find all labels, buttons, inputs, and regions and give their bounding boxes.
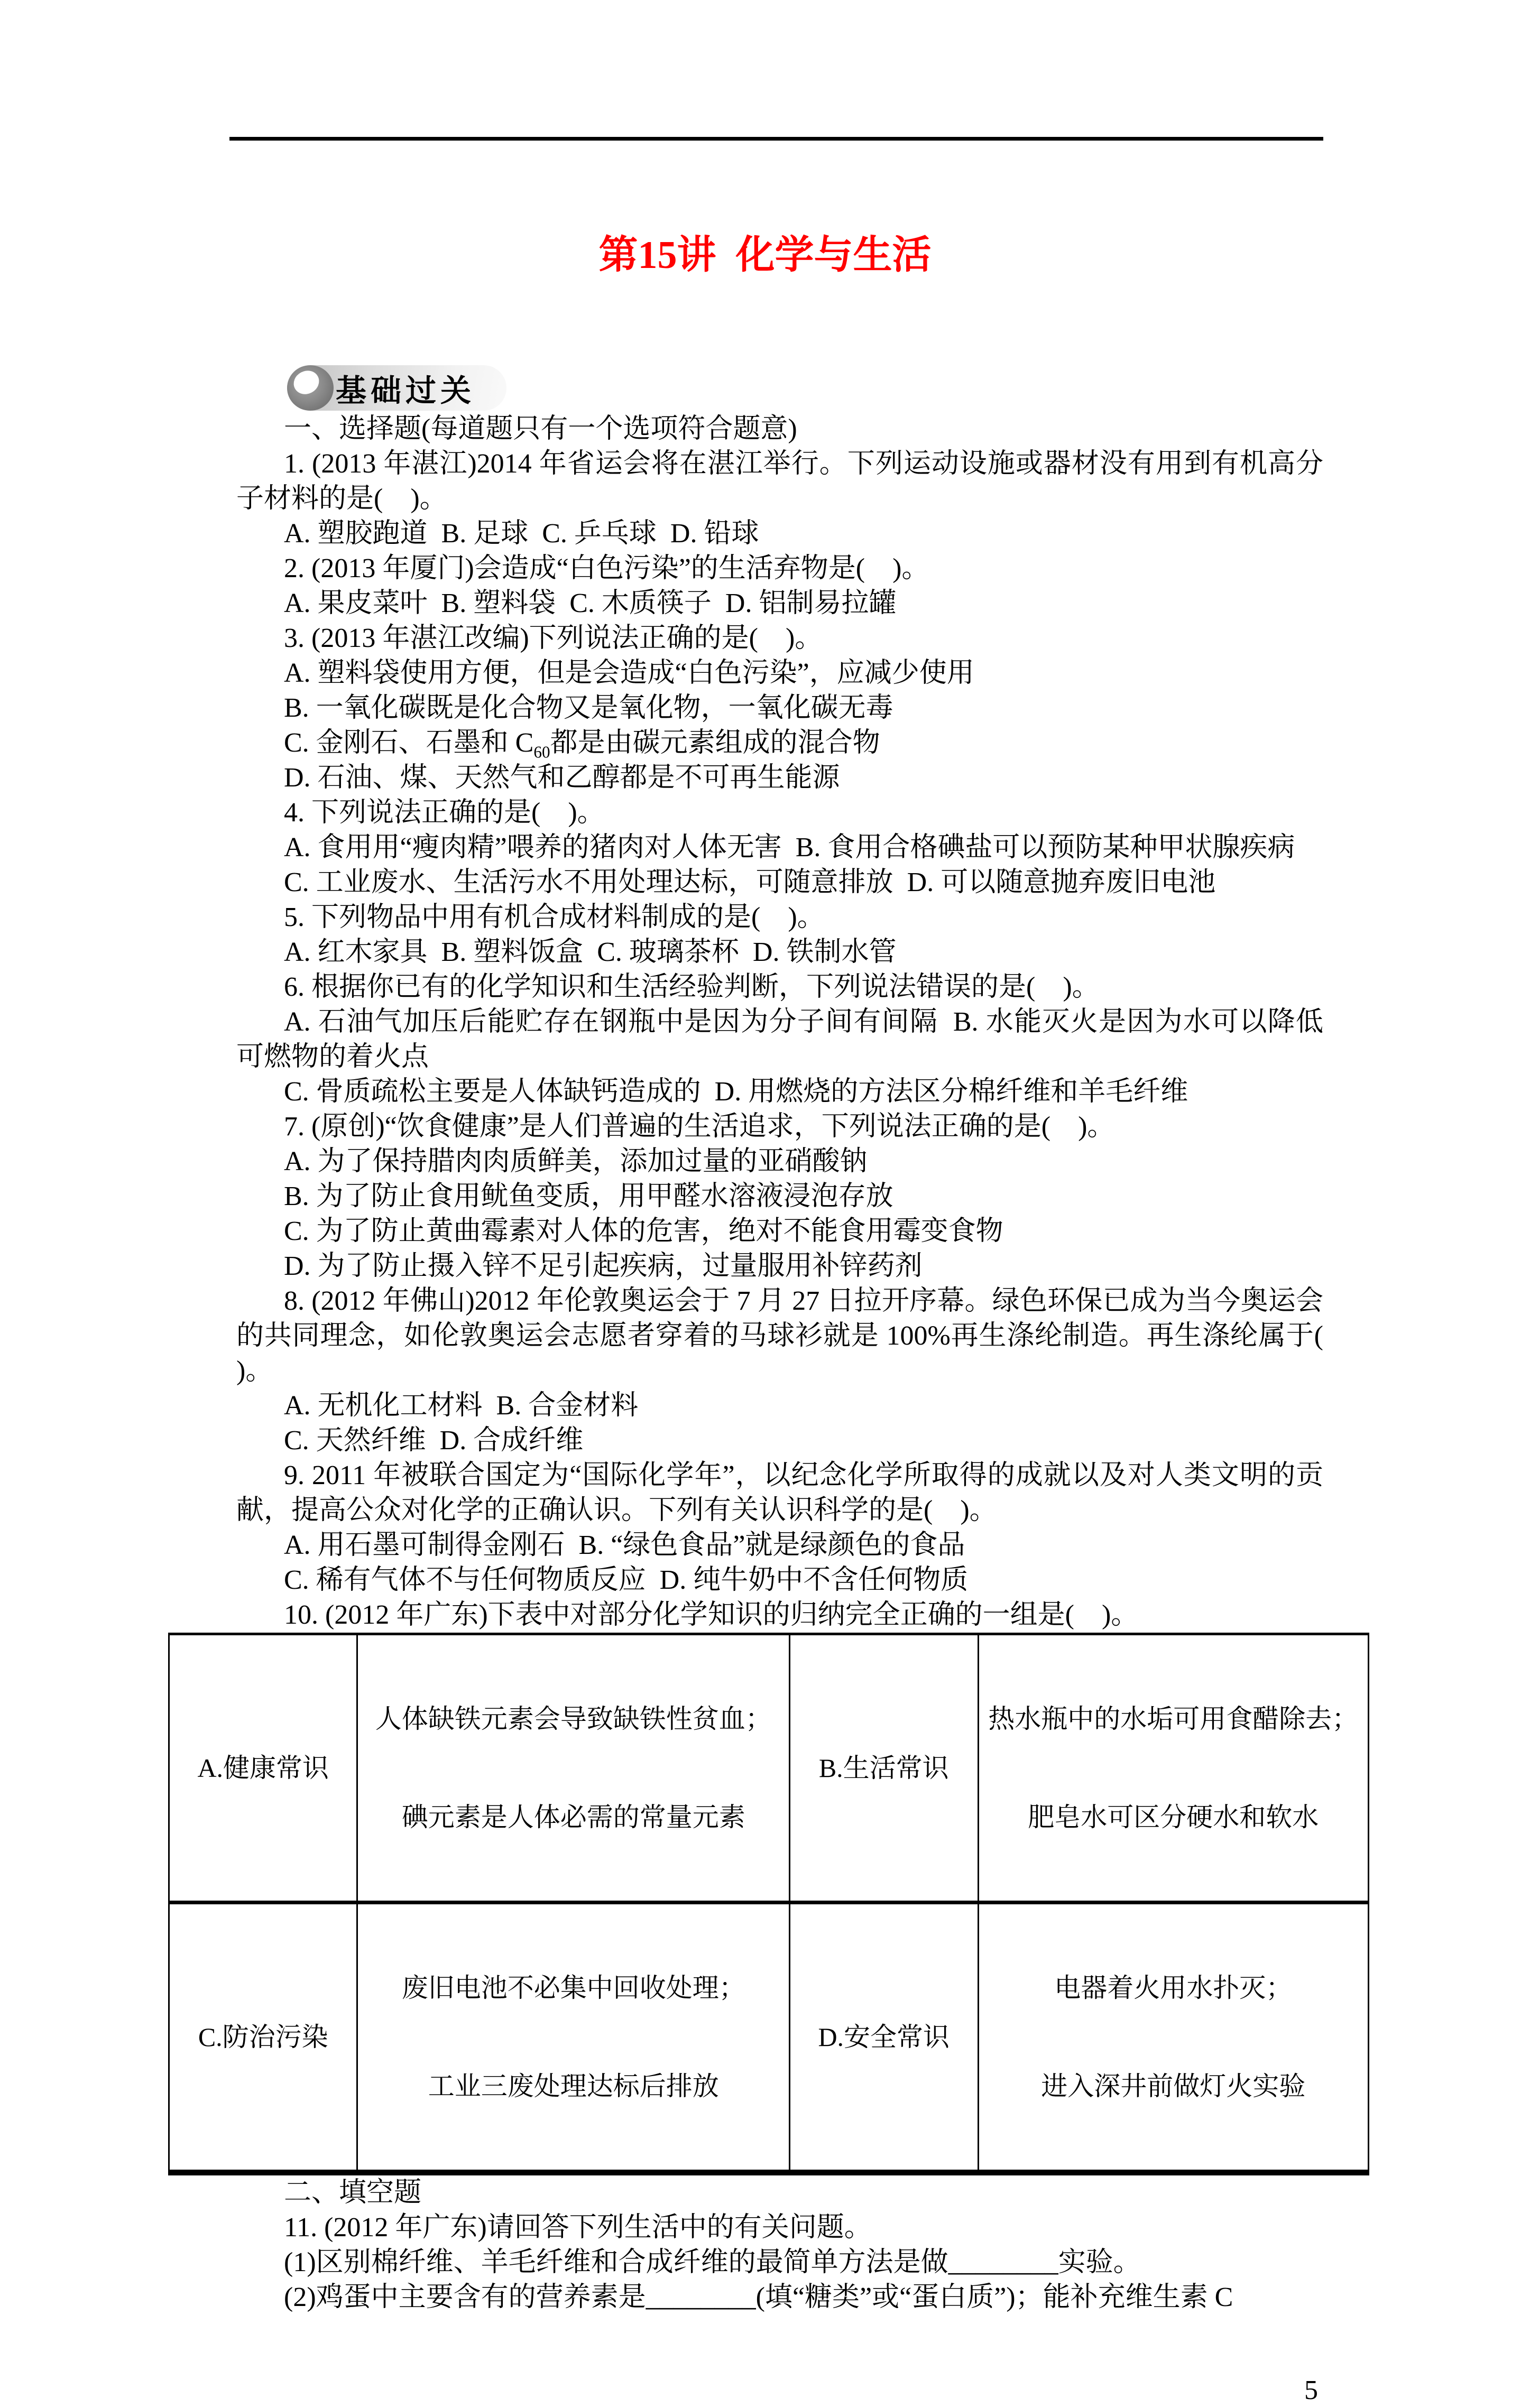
table-cell-option-c: C.防治污染 bbox=[169, 1903, 357, 2173]
text-paragraph: 3. (2013 年湛江改编)下列说法正确的是( )。 bbox=[284, 623, 823, 653]
text-paragraph: 9. 2011 年被联合国定为“国际化学年”，以纪念化学所取得的成就以及对人类文明的贡献，提高公众对化学的正确认识。下列有关认识科学的是( )。 bbox=[236, 1460, 1323, 1525]
table-cell-line: 热水瓶中的水垢可用食醋除去； bbox=[988, 1704, 1359, 1734]
text-paragraph: 7. (原创)“饮食健康”是人们普遍的生活追求，下列说法正确的是( )。 bbox=[284, 1112, 1115, 1142]
table-cell-line: 肥皂水可区分硬水和软水 bbox=[1028, 1802, 1319, 1832]
text-paragraph: A. 为了保持腊肉肉质鲜美，添加过量的亚硝酸钠 bbox=[284, 1146, 868, 1177]
text-paragraph: C. 骨质疏松主要是人体缺钙造成的 D. 用燃烧的方法区分棉纤维和羊毛纤维 bbox=[284, 1077, 1188, 1107]
text-paragraph: 6. 根据你已有的化学知识和生活经验判断，下列说法错误的是( )。 bbox=[284, 972, 1100, 1002]
knowledge-summary-table bbox=[168, 1633, 1369, 2175]
sphere-icon bbox=[287, 365, 334, 411]
text-paragraph: B. 一氧化碳既是化合物又是氧化物，一氧化碳无毒 bbox=[284, 693, 893, 723]
section-badge bbox=[287, 365, 506, 411]
text-paragraph: 1. (2013 年湛江)2014 年省运会将在湛江举行。下列运动设施或器材没有用到有机高分子材料的是( )。 bbox=[236, 449, 1323, 514]
text-paragraph: 8. (2012 年佛山)2012 年伦敦奥运会于 7 月 27 日拉开序幕。绿色环保已成为当今奥运会的共同理念，如伦敦奥运会志愿者穿着的马球衫就是 100%再生涤纶制造。再生涤纶属于( )。 bbox=[236, 1286, 1351, 1386]
text-paragraph: 4. 下列说法正确的是( )。 bbox=[284, 798, 605, 828]
text-paragraph: C. 金刚石、石墨和 $C_{60}$都是由碳元素组成的混合物 bbox=[284, 728, 880, 762]
text-paragraph: 10. (2012 年广东)下表中对部分化学知识的归纳完全正确的一组是( )。 bbox=[284, 1600, 1139, 1630]
text-paragraph: 二、填空题 bbox=[284, 2178, 422, 2208]
text-paragraph: C. 工业废水、生活污水不用处理达标，可随意排放 D. 可以随意抛弃废旧电池 bbox=[284, 867, 1216, 897]
text-paragraph: C. 天然纤维 D. 合成纤维 bbox=[284, 1425, 584, 1456]
text-paragraph: B. 为了防止食用鱿鱼变质，用甲醛水溶液浸泡存放 bbox=[284, 1181, 893, 1211]
table-cell-option-a-content bbox=[357, 1634, 790, 1903]
document-content bbox=[197, 412, 1359, 2408]
question-block-after-table bbox=[236, 2175, 1323, 2315]
text-paragraph: A. 果皮菜叶 B. 塑料袋 C. 木质筷子 D. 铝制易拉罐 bbox=[284, 588, 897, 618]
text-paragraph: 5. 下列物品中用有机合成材料制成的是( )。 bbox=[284, 902, 825, 932]
text-paragraph: 2. (2013 年厦门)会造成“白色污染”的生活弃物是( )。 bbox=[284, 553, 929, 584]
table-cell-option-c-content bbox=[357, 1903, 790, 2173]
text-paragraph: A. 塑胶跑道 B. 足球 C. 乒乓球 D. 铅球 bbox=[284, 518, 759, 549]
table-cell-option-b: B.生活常识 bbox=[790, 1634, 978, 1903]
table-row bbox=[169, 1903, 1369, 2173]
text-paragraph: (1)区别棉纤维、羊毛纤维和合成纤维的最简单方法是做________实验。 bbox=[284, 2247, 1141, 2277]
header-rule bbox=[229, 137, 1323, 141]
question-block-before-table bbox=[236, 412, 1351, 1633]
table-cell-line: 废旧电池不必集中回收处理； bbox=[401, 1973, 745, 2003]
table-cell-option-b-content bbox=[978, 1634, 1369, 1903]
table-cell-line: 进入深井前做灯火实验 bbox=[1041, 2071, 1306, 2101]
text-paragraph: A. 石油气加压后能贮存在钢瓶中是因为分子间有间隔 B. 水能灭火是因为水可以降低可燃物的着火点 bbox=[236, 1007, 1323, 1072]
text-paragraph: 11. (2012 年广东)请回答下列生活中的有关问题。 bbox=[284, 2212, 872, 2243]
table-cell-line: 人体缺铁元素会导致缺铁性贫血； bbox=[375, 1704, 772, 1734]
page-title: 第15讲 化学与生活 bbox=[598, 234, 932, 277]
text-paragraph: D. 石油、煤、天然气和乙醇都是不可再生能源 bbox=[284, 763, 840, 793]
table-row bbox=[169, 1634, 1369, 1903]
page-number: 5 bbox=[1304, 2375, 1318, 2405]
text-paragraph: A. 红木家具 B. 塑料饭盒 C. 玻璃茶杯 D. 铁制水管 bbox=[284, 937, 897, 967]
text-paragraph: D. 为了防止摄入锌不足引起疾病，过量服用补锌药剂 bbox=[284, 1251, 923, 1281]
table-cell-line: 工业三废处理达标后排放 bbox=[428, 2071, 719, 2101]
table-cell-option-d-content bbox=[978, 1903, 1369, 2173]
text-paragraph: A. 塑料袋使用方便，但是会造成“白色污染”，应减少使用 bbox=[284, 658, 974, 688]
text-paragraph: A. 用石墨可制得金刚石 B. “绿色食品”就是绿颜色的食品 bbox=[284, 1530, 965, 1560]
text-paragraph: (2)鸡蛋中主要含有的营养素是________(填“糖类”或“蛋白质”)；能补充维生素 C bbox=[284, 2282, 1233, 2312]
section-badge-label: 基础过关 bbox=[336, 374, 476, 408]
table-cell-line: 电器着火用水扑灭； bbox=[1054, 1973, 1293, 2003]
sphere-highlight bbox=[290, 366, 324, 399]
text-paragraph: 一、选择题(每道题只有一个选项符合题意) bbox=[284, 414, 797, 444]
text-paragraph: C. 为了防止黄曲霉素对人体的危害，绝对不能食用霉变食物 bbox=[284, 1216, 1003, 1246]
text-paragraph: A. 无机化工材料 B. 合金材料 bbox=[284, 1391, 639, 1421]
table-cell-option-d: D.安全常识 bbox=[790, 1903, 978, 2173]
table-cell-line: 碘元素是人体必需的常量元素 bbox=[401, 1802, 745, 1832]
text-paragraph: A. 食用用“瘦肉精”喂养的猪肉对人体无害 B. 食用合格碘盐可以预防某种甲状腺疾病 bbox=[284, 832, 1295, 863]
table-cell-option-a: A.健康常识 bbox=[169, 1634, 357, 1903]
text-paragraph: C. 稀有气体不与任何物质反应 D. 纯牛奶中不含任何物质 bbox=[284, 1565, 969, 1595]
